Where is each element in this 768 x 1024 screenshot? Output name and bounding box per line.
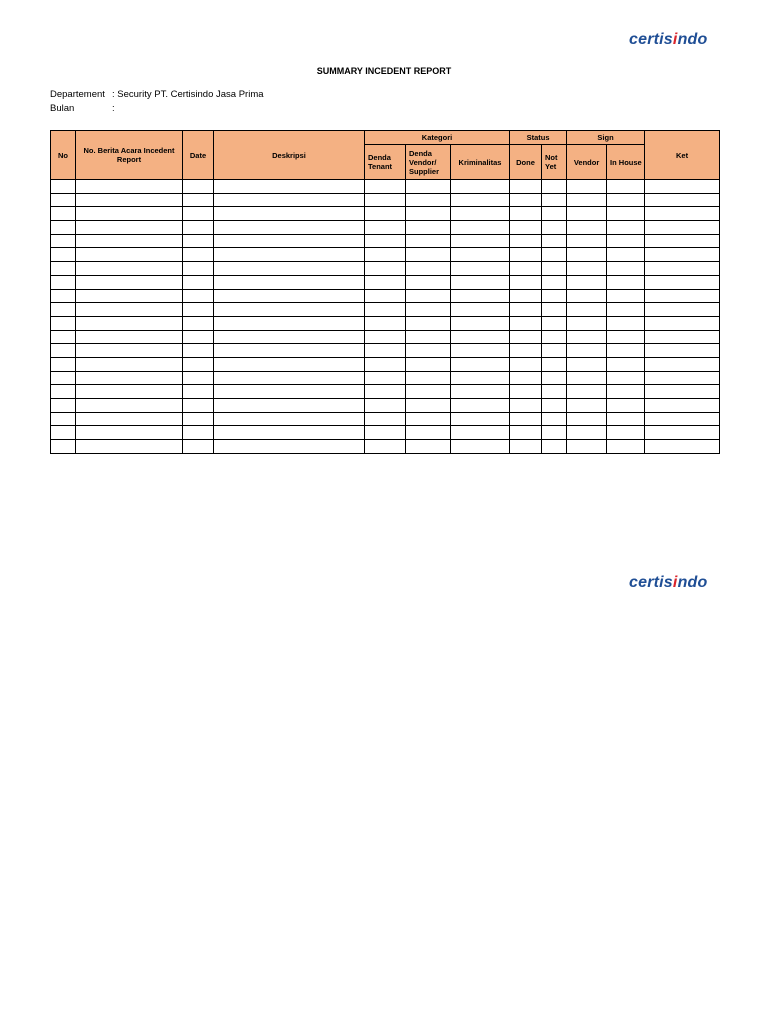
table-cell[interactable] — [645, 234, 720, 248]
table-cell[interactable] — [607, 289, 645, 303]
table-cell[interactable] — [607, 207, 645, 221]
header-berita-acara: No. Berita Acara Incedent Report — [76, 131, 183, 180]
table-cell[interactable] — [76, 440, 183, 454]
table-cell[interactable] — [183, 180, 214, 194]
table-cell[interactable] — [607, 440, 645, 454]
table-cell[interactable] — [406, 262, 451, 276]
table-cell[interactable] — [214, 344, 365, 358]
table-cell[interactable] — [451, 303, 510, 317]
table-cell[interactable] — [76, 344, 183, 358]
table-cell[interactable] — [183, 289, 214, 303]
table-row — [51, 262, 720, 276]
table-cell[interactable] — [365, 371, 406, 385]
table-cell[interactable] — [365, 180, 406, 194]
table-cell[interactable] — [645, 412, 720, 426]
table-cell[interactable] — [451, 344, 510, 358]
table-cell[interactable] — [183, 440, 214, 454]
table-cell[interactable] — [607, 412, 645, 426]
table-cell[interactable] — [76, 385, 183, 399]
table-cell[interactable] — [76, 262, 183, 276]
header-done: Done — [510, 145, 542, 180]
table-cell[interactable] — [567, 440, 607, 454]
table-cell[interactable] — [645, 440, 720, 454]
table-cell[interactable] — [365, 193, 406, 207]
table-row — [51, 385, 720, 399]
logo-text-part2: i — [672, 31, 678, 48]
table-cell[interactable] — [406, 371, 451, 385]
table-cell[interactable] — [214, 207, 365, 221]
table-cell[interactable] — [365, 207, 406, 221]
table-cell[interactable] — [214, 357, 365, 371]
table-cell[interactable] — [183, 371, 214, 385]
table-cell[interactable] — [510, 303, 542, 317]
table-row — [51, 289, 720, 303]
table-cell[interactable] — [510, 289, 542, 303]
table-cell[interactable] — [76, 221, 183, 235]
table-cell[interactable] — [542, 234, 567, 248]
table-cell[interactable] — [365, 316, 406, 330]
table-cell[interactable] — [183, 426, 214, 440]
table-cell[interactable] — [183, 248, 214, 262]
table-cell[interactable] — [607, 399, 645, 413]
table-cell[interactable] — [451, 426, 510, 440]
table-cell[interactable] — [76, 426, 183, 440]
table-cell[interactable] — [51, 289, 76, 303]
header-kriminalitas: Kriminalitas — [451, 145, 510, 180]
table-cell[interactable] — [214, 426, 365, 440]
table-cell[interactable] — [542, 193, 567, 207]
table-cell[interactable] — [406, 193, 451, 207]
table-cell[interactable] — [183, 412, 214, 426]
table-cell[interactable] — [645, 316, 720, 330]
table-cell[interactable] — [510, 426, 542, 440]
header-denda-vendor: Denda Vendor/ Supplier — [406, 145, 451, 180]
table-cell[interactable] — [567, 371, 607, 385]
table-cell[interactable] — [76, 207, 183, 221]
table-cell[interactable] — [214, 330, 365, 344]
table-cell[interactable] — [365, 399, 406, 413]
table-cell[interactable] — [406, 399, 451, 413]
table-cell[interactable] — [510, 330, 542, 344]
table-row — [51, 316, 720, 330]
table-row — [51, 344, 720, 358]
table-cell[interactable] — [406, 385, 451, 399]
table-cell[interactable] — [567, 426, 607, 440]
table-cell[interactable] — [365, 440, 406, 454]
table-cell[interactable] — [607, 316, 645, 330]
table-row — [51, 248, 720, 262]
table-cell[interactable] — [567, 357, 607, 371]
table-cell[interactable] — [510, 316, 542, 330]
header-sign: Sign — [567, 131, 645, 145]
table-cell[interactable] — [542, 330, 567, 344]
header-not-yet: Not Yet — [542, 145, 567, 180]
table-cell[interactable] — [183, 316, 214, 330]
table-cell[interactable] — [51, 344, 76, 358]
table-cell[interactable] — [645, 303, 720, 317]
table-cell[interactable] — [406, 180, 451, 194]
table-cell[interactable] — [645, 193, 720, 207]
table-cell[interactable] — [76, 330, 183, 344]
departement-label: Departement — [50, 89, 105, 100]
table-cell[interactable] — [542, 248, 567, 262]
table-cell[interactable] — [607, 303, 645, 317]
table-cell[interactable] — [76, 412, 183, 426]
table-cell[interactable] — [510, 193, 542, 207]
table-cell[interactable] — [76, 303, 183, 317]
table-cell[interactable] — [365, 234, 406, 248]
table-cell[interactable] — [214, 371, 365, 385]
table-cell[interactable] — [567, 316, 607, 330]
header-ket: Ket — [645, 131, 720, 180]
table-cell[interactable] — [76, 289, 183, 303]
table-cell[interactable] — [183, 344, 214, 358]
table-cell[interactable] — [567, 180, 607, 194]
table-cell[interactable] — [645, 248, 720, 262]
table-cell[interactable] — [214, 248, 365, 262]
table-cell[interactable] — [645, 357, 720, 371]
table-row — [51, 330, 720, 344]
table-cell[interactable] — [51, 357, 76, 371]
header-deskripsi: Deskripsi — [214, 131, 365, 180]
table-cell[interactable] — [510, 412, 542, 426]
table-cell[interactable] — [51, 234, 76, 248]
table-cell[interactable] — [214, 316, 365, 330]
table-cell[interactable] — [76, 193, 183, 207]
table-cell[interactable] — [183, 303, 214, 317]
table-cell[interactable] — [365, 412, 406, 426]
header-in-house: In House — [607, 145, 645, 180]
header-row-groups — [51, 131, 720, 145]
departement-value: : Security PT. Certisindo Jasa Prima — [112, 89, 264, 100]
table-cell[interactable] — [214, 399, 365, 413]
table-cell[interactable] — [51, 221, 76, 235]
table-cell[interactable] — [214, 262, 365, 276]
table-cell[interactable] — [607, 248, 645, 262]
table-cell[interactable] — [542, 275, 567, 289]
table-cell[interactable] — [542, 385, 567, 399]
table-row — [51, 180, 720, 194]
incident-report-table — [50, 130, 720, 454]
table-cell[interactable] — [183, 262, 214, 276]
table-cell[interactable] — [365, 303, 406, 317]
table-cell[interactable] — [607, 234, 645, 248]
table-cell[interactable] — [542, 289, 567, 303]
table-cell[interactable] — [510, 399, 542, 413]
table-cell[interactable] — [510, 221, 542, 235]
table-cell[interactable] — [510, 275, 542, 289]
table-cell[interactable] — [451, 221, 510, 235]
table-cell[interactable] — [542, 440, 567, 454]
table-cell[interactable] — [365, 357, 406, 371]
table-cell[interactable] — [76, 399, 183, 413]
table-cell[interactable] — [51, 193, 76, 207]
logo-text-part2: i — [672, 574, 678, 591]
table-cell[interactable] — [406, 316, 451, 330]
table-cell[interactable] — [406, 234, 451, 248]
table-cell[interactable] — [607, 357, 645, 371]
table-cell[interactable] — [645, 275, 720, 289]
table-cell[interactable] — [183, 399, 214, 413]
table-cell[interactable] — [567, 262, 607, 276]
table-cell[interactable] — [542, 344, 567, 358]
table-cell[interactable] — [365, 262, 406, 276]
table-cell[interactable] — [542, 399, 567, 413]
table-cell[interactable] — [183, 207, 214, 221]
table-cell[interactable] — [451, 371, 510, 385]
bulan-label: Bulan — [50, 103, 75, 114]
table-cell[interactable] — [406, 426, 451, 440]
table-cell[interactable] — [645, 221, 720, 235]
logo-text-part3: ndo — [677, 31, 708, 48]
table-cell[interactable] — [567, 399, 607, 413]
table-cell[interactable] — [451, 316, 510, 330]
table-cell[interactable] — [607, 193, 645, 207]
table-cell[interactable] — [645, 207, 720, 221]
logo-text-part1: certis — [629, 574, 673, 591]
table-cell[interactable] — [406, 344, 451, 358]
table-cell[interactable] — [451, 412, 510, 426]
table-cell[interactable] — [76, 234, 183, 248]
table-cell[interactable] — [451, 385, 510, 399]
table-cell[interactable] — [451, 440, 510, 454]
table-cell[interactable] — [51, 330, 76, 344]
table-cell[interactable] — [183, 275, 214, 289]
table-cell[interactable] — [451, 275, 510, 289]
table-cell[interactable] — [510, 371, 542, 385]
table-cell[interactable] — [645, 385, 720, 399]
table-cell[interactable] — [567, 275, 607, 289]
table-cell[interactable] — [510, 234, 542, 248]
table-cell[interactable] — [76, 248, 183, 262]
table-cell[interactable] — [567, 289, 607, 303]
table-cell[interactable] — [510, 180, 542, 194]
bulan-value: : — [112, 103, 115, 114]
table-cell[interactable] — [542, 357, 567, 371]
table-cell[interactable] — [451, 262, 510, 276]
table-cell[interactable] — [51, 248, 76, 262]
table-cell[interactable] — [51, 426, 76, 440]
table-cell[interactable] — [567, 248, 607, 262]
table-cell[interactable] — [406, 440, 451, 454]
table-row — [51, 371, 720, 385]
table-cell[interactable] — [214, 412, 365, 426]
table-cell[interactable] — [451, 357, 510, 371]
table-cell[interactable] — [567, 344, 607, 358]
table-cell[interactable] — [645, 344, 720, 358]
table-cell[interactable] — [214, 289, 365, 303]
table-cell[interactable] — [607, 221, 645, 235]
table-cell[interactable] — [607, 330, 645, 344]
table-cell[interactable] — [183, 330, 214, 344]
header-date: Date — [183, 131, 214, 180]
table-row — [51, 412, 720, 426]
table-cell[interactable] — [365, 426, 406, 440]
table-cell[interactable] — [406, 357, 451, 371]
table-cell[interactable] — [607, 385, 645, 399]
table-cell[interactable] — [542, 426, 567, 440]
report-title: SUMMARY INCEDENT REPORT — [316, 66, 452, 76]
table-cell[interactable] — [451, 193, 510, 207]
table-row — [51, 357, 720, 371]
table-cell[interactable] — [214, 221, 365, 235]
table-cell[interactable] — [406, 289, 451, 303]
table-cell[interactable] — [406, 412, 451, 426]
table-cell[interactable] — [542, 262, 567, 276]
certisindo-logo-bottom — [629, 574, 707, 592]
table-row — [51, 207, 720, 221]
table-cell[interactable] — [510, 385, 542, 399]
table-cell[interactable] — [183, 385, 214, 399]
table-cell[interactable] — [451, 330, 510, 344]
table-cell[interactable] — [76, 316, 183, 330]
table-cell[interactable] — [607, 262, 645, 276]
table-cell[interactable] — [451, 248, 510, 262]
header-no: No — [51, 131, 76, 180]
table-row — [51, 234, 720, 248]
table-cell[interactable] — [451, 234, 510, 248]
table-cell[interactable] — [406, 207, 451, 221]
logo-text-part1: certis — [629, 31, 673, 48]
table-row — [51, 440, 720, 454]
table-cell[interactable] — [607, 180, 645, 194]
table-cell[interactable] — [214, 440, 365, 454]
table-row — [51, 221, 720, 235]
table-cell[interactable] — [51, 303, 76, 317]
table-row — [51, 426, 720, 440]
table-cell[interactable] — [645, 330, 720, 344]
table-cell[interactable] — [51, 207, 76, 221]
table-cell[interactable] — [542, 221, 567, 235]
table-cell[interactable] — [76, 275, 183, 289]
table-cell[interactable] — [542, 207, 567, 221]
table-cell[interactable] — [51, 385, 76, 399]
bulan-line — [50, 103, 115, 114]
table-cell[interactable] — [645, 289, 720, 303]
table-cell[interactable] — [607, 344, 645, 358]
departement-line — [50, 89, 264, 100]
table-cell[interactable] — [567, 221, 607, 235]
table-cell[interactable] — [645, 180, 720, 194]
logo-text-part3: ndo — [677, 574, 708, 591]
table-cell[interactable] — [406, 248, 451, 262]
table-cell[interactable] — [510, 248, 542, 262]
table-cell[interactable] — [567, 303, 607, 317]
table-cell[interactable] — [51, 262, 76, 276]
table-cell[interactable] — [214, 193, 365, 207]
table-cell[interactable] — [645, 371, 720, 385]
table-cell[interactable] — [542, 371, 567, 385]
table-cell[interactable] — [214, 234, 365, 248]
table-cell[interactable] — [51, 399, 76, 413]
table-cell[interactable] — [365, 330, 406, 344]
table-cell[interactable] — [567, 234, 607, 248]
table-cell[interactable] — [183, 357, 214, 371]
table-row — [51, 275, 720, 289]
table-cell[interactable] — [451, 207, 510, 221]
table-cell[interactable] — [645, 262, 720, 276]
header-denda-tenant: Denda Tenant — [365, 145, 406, 180]
table-cell[interactable] — [510, 262, 542, 276]
table-cell[interactable] — [542, 303, 567, 317]
table-cell[interactable] — [451, 399, 510, 413]
table-body — [51, 180, 720, 454]
table-cell[interactable] — [406, 221, 451, 235]
table-cell[interactable] — [214, 303, 365, 317]
table-cell[interactable] — [76, 357, 183, 371]
table-cell[interactable] — [567, 207, 607, 221]
table-cell[interactable] — [365, 248, 406, 262]
table-cell[interactable] — [406, 330, 451, 344]
table-cell[interactable] — [365, 289, 406, 303]
certisindo-logo — [629, 31, 707, 49]
table-cell[interactable] — [607, 371, 645, 385]
table-cell[interactable] — [365, 344, 406, 358]
table-cell[interactable] — [365, 221, 406, 235]
table-cell[interactable] — [51, 316, 76, 330]
table-cell[interactable] — [542, 316, 567, 330]
table-cell[interactable] — [183, 221, 214, 235]
table-cell[interactable] — [607, 426, 645, 440]
table-cell[interactable] — [51, 275, 76, 289]
table-cell[interactable] — [365, 385, 406, 399]
header-status: Status — [510, 131, 567, 145]
header-vendor: Vendor — [567, 145, 607, 180]
table-cell[interactable] — [76, 371, 183, 385]
table-cell[interactable] — [567, 385, 607, 399]
table-cell[interactable] — [183, 234, 214, 248]
table-cell[interactable] — [51, 371, 76, 385]
table-cell[interactable] — [645, 399, 720, 413]
table-cell[interactable] — [214, 180, 365, 194]
table-row — [51, 399, 720, 413]
table-cell[interactable] — [567, 330, 607, 344]
table-cell[interactable] — [542, 180, 567, 194]
table-cell[interactable] — [510, 440, 542, 454]
table-cell[interactable] — [406, 303, 451, 317]
table-cell[interactable] — [567, 412, 607, 426]
table-cell[interactable] — [51, 440, 76, 454]
table-cell[interactable] — [567, 193, 607, 207]
table-row — [51, 303, 720, 317]
table-cell[interactable] — [645, 426, 720, 440]
table-cell[interactable] — [51, 412, 76, 426]
table-cell[interactable] — [214, 275, 365, 289]
table-cell[interactable] — [451, 289, 510, 303]
table-cell[interactable] — [451, 180, 510, 194]
table-cell[interactable] — [51, 180, 76, 194]
table-cell[interactable] — [183, 193, 214, 207]
table-cell[interactable] — [510, 357, 542, 371]
table-cell[interactable] — [510, 344, 542, 358]
table-cell[interactable] — [406, 275, 451, 289]
table-cell[interactable] — [365, 275, 406, 289]
header-kategori: Kategori — [365, 131, 510, 145]
table-cell[interactable] — [510, 207, 542, 221]
table-row — [51, 193, 720, 207]
table-cell[interactable] — [76, 180, 183, 194]
table-cell[interactable] — [542, 412, 567, 426]
table-cell[interactable] — [607, 275, 645, 289]
table-cell[interactable] — [214, 385, 365, 399]
